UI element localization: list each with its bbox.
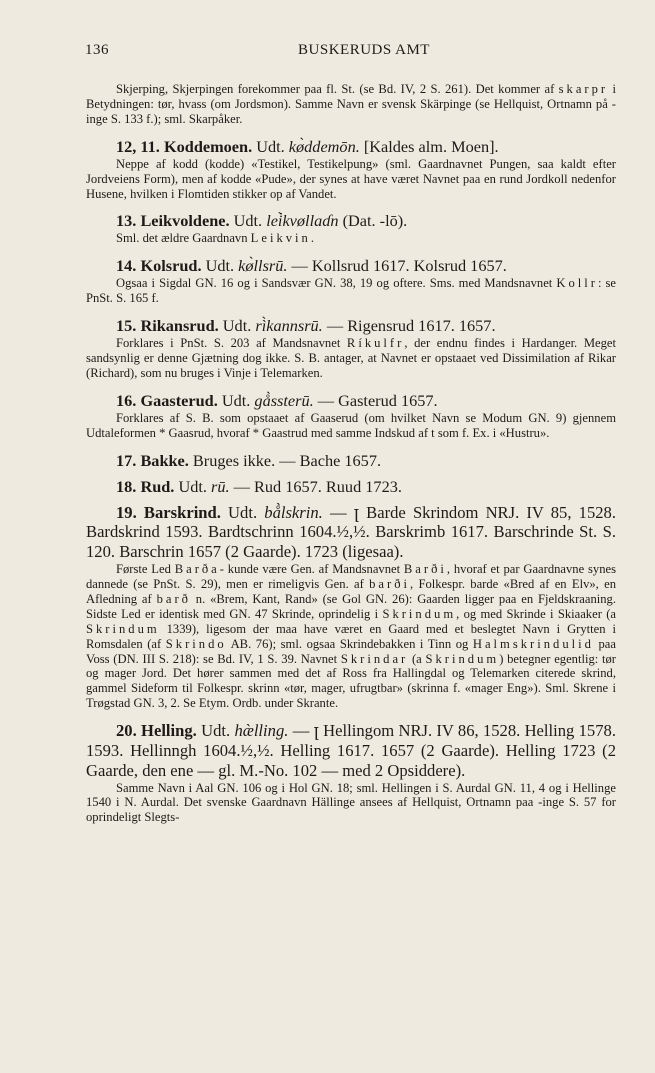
entry-body: Forklares af S. B. som opstaaet af Gaaserud (om hvilket Navn se Modum GN. 9) gjennem Udtaleformen * Gaasrud, hvoraf * Gaastrud med samme Indskud af t som f. Ex. i «Hustru».: [86, 410, 616, 440]
running-title: BUSKERUDS AMT: [298, 42, 430, 58]
intro-paragraph: Skjerping, Skjerpingen forekommer paa fl. St. (se Bd. IV, 2 S. 261). Det kommer af skarpr i Betydningen: tør, hvass (om Jordsmon). Samme Navn er svensk Skärpinge (se Hellquist, Ortnamn på -inge S. 133 f.); sml. Skarpåker.: [86, 82, 616, 126]
entry-heading: 15. Rikansrud. Udt. rì̀kannsrū. — Rigensrud 1617. 1657.: [116, 316, 496, 336]
page-header: [85, 42, 613, 64]
entry-body: Neppe af kodd (kodde) «Testikel, Testikelpung» (sml. Gaardnavnet Pungen, saa kaldt efter Jordveiens Form), men af kodde «Pude», der synes at have været Navnet paa en rund Jordkoll nedenfor Husene, hvilken i Flomtiden stikker op af Vandet.: [86, 156, 616, 201]
entry-body: Første Led Barða- kunde være Gen. af Mandsnavnet Barði, hvoraf et par Gaardnavne synes dannede (se PnSt. S. 29), men er rimeligvis Gen. af barði, Folkespr. barde «Bred af en Elv», en Afledning af barð n. «Brem, Kant, Rand» (se Gol GN. 26): Gaarden ligger paa en Fjeldskraaning. Sidste Led er identisk med GN. 47 Skrinde, oprindelig i Skrindum, og med Skrinde i Skiaaker (a Skrindum 1339), ligesom der maa have været en Gaard med et beslegtet Navn i Grytten i Romsdalen (af Skrindo AB. 76); sml. ogsaa Skrindebakken i Tinn og Halmskrindulid paa Voss (DN. III S. 218): se Bd. IV, 1 S. 39. Navnet Skrindar (a Skrindum) betegner egentlig: tør og mager Jord. Det hører sammen med det af Ross fra Hallingdal og Telemarken citerede skrind, gammel Sideform til Folkespr. skrinn «tør, mager, ufrugtbar» (skrinna f. «mager Eng»). Sml. Skrene i Trøgstad GN. 3, 2. Se Etym. Ordb. under Skrante.: [86, 562, 616, 711]
entry-body: Sml. det ældre Gaardnavn Leikvin.: [116, 231, 314, 246]
entry-body: Forklares i PnSt. S. 203 af Mandsnavnet Ríkulfr, der endnu findes i Hardanger. Meget sandsynlig er denne Gjætning dog ikke. S. B. antager, at Navnet er opstaaet ved Dissimilation af Rikar (Richard), som nu bruges i Vinje i Telemarken.: [86, 336, 616, 380]
entry-heading: 19. Barskrind. Udt. bå̀lskrin. — ꞁ Barde Skrindom NRJ. IV 85, 1528. Bardskrind 1593. Bardtschrinn 1604.½,½. Barskrimb 1617. Barschrinde St. S. 120. Barschrin 1657 (2 Gaarde). 1723 (ligesaa).: [86, 502, 616, 562]
entry-heading: 13. Leikvoldene. Udt. lei̇̀kvøllaɗn (Dat. -lō).: [116, 211, 408, 231]
page-number: 136: [85, 42, 109, 58]
entry-heading: 14. Kolsrud. Udt. kø̀llsrū. — Kollsrud 1617. Kolsrud 1657.: [116, 256, 507, 276]
entry-body: Samme Navn i Aal GN. 106 og i Hol GN. 18; sml. Hellingen i S. Aurdal GN. 11, 4 og i Hellinge 1540 i N. Aurdal. Det svenske Gaardnavn Hällinge ansees af Hellquist, Ortnamn paa -inge S. 57 for oprindeligt Slegts-: [86, 780, 616, 825]
entry-heading: 16. Gaasterud. Udt. gå̀ssterū. — Gasterud 1657.: [116, 390, 438, 410]
entry-heading: 12, 11. Koddemoen. Udt. kø̀ddemōn. [Kaldes alm. Moen].: [116, 136, 499, 156]
entry-heading: 20. Helling. Udt. hæ̀lling. — ꞁ Hellingom NRJ. IV 86, 1528. Helling 1578. 1593. Hellinngh 1604.½,½. Helling 1617. 1657 (2 Gaarde). Helling 1723 (2 Gaarde, den ene — gl. M.-No. 102 — med 2 Opsiddere).: [86, 721, 616, 780]
entry-heading: 18. Rud. Udt. rū. — Rud 1657. Ruud 1723.: [116, 476, 402, 496]
entry-heading: 17. Bakke. Bruges ikke. — Bache 1657.: [116, 450, 382, 470]
entry-body: Ogsaa i Sigdal GN. 16 og i Sandsvær GN. 38, 19 og oftere. Sms. med Mandsnavnet Kollr: se PnSt. S. 165 f.: [86, 276, 617, 306]
page-content: [86, 82, 616, 825]
